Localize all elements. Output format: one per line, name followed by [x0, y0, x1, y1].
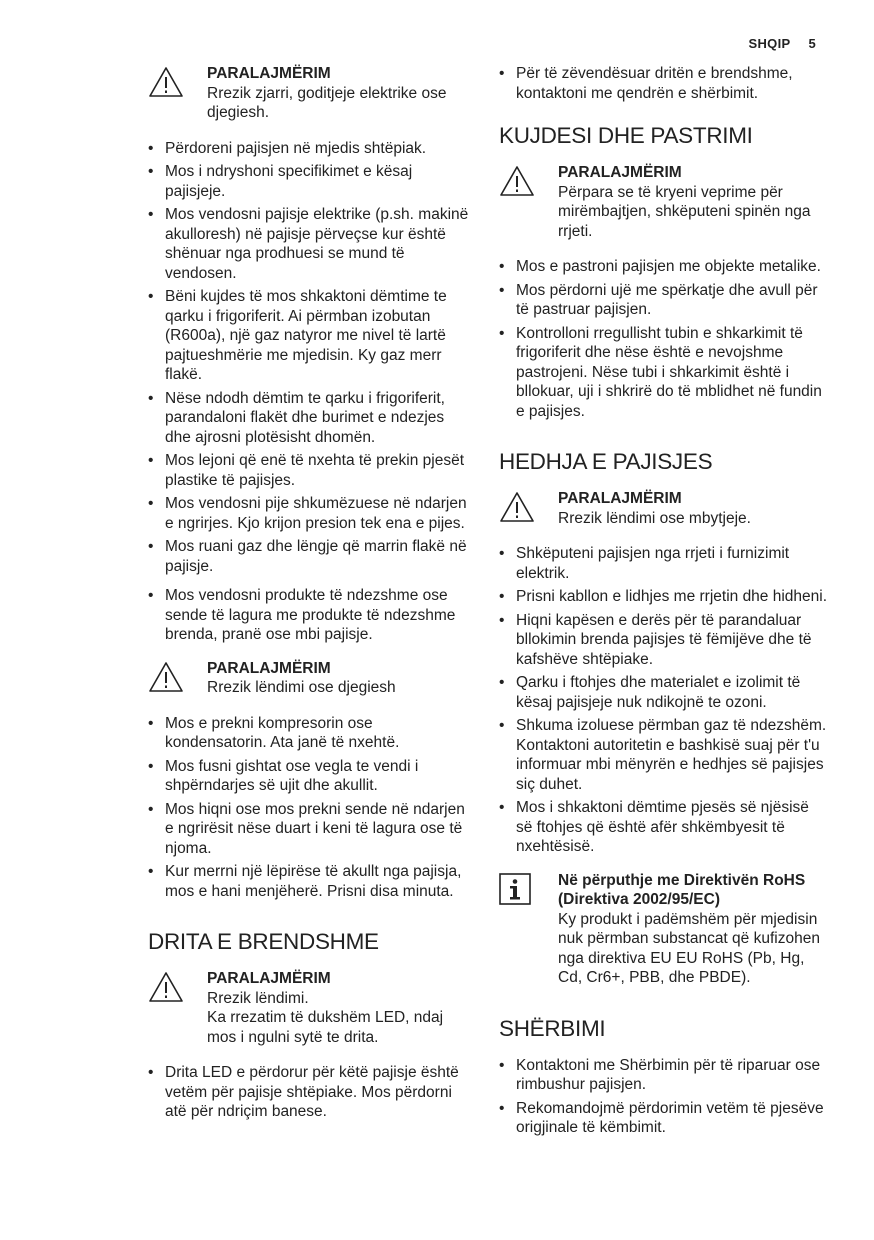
- right-column: [499, 64, 829, 1152]
- section-heading-care-cleaning: KUJDESI DHE PASTRIMI: [499, 123, 753, 148]
- list-item: • Mos përdorni ujë me spërkatje dhe avull për të pastruar pajisjen.: [499, 281, 829, 320]
- list-item: • Shkëputeni pajisjen nga rrjeti i furnizimit elektrik.: [499, 544, 829, 583]
- section-heading-disposal: HEDHJA E PAJISJES: [499, 449, 713, 474]
- page-header: [749, 36, 817, 51]
- list-item: • Drita LED e përdorur për këtë pajisje është vetëm për pajisje shtëpiake. Mos përdorni atë për ndriçim banese.: [148, 1063, 473, 1122]
- warning-triangle-icon: [148, 661, 184, 693]
- list-item: • Qarku i ftohjes dhe materialet e izolimit të kësaj pajisjeje nuk ndikojnë te ozoni.: [499, 673, 829, 712]
- info-icon: [499, 873, 531, 905]
- list-item: • Përdoreni pajisjen në mjedis shtëpiak.: [148, 139, 473, 159]
- warning-title: PARALAJMËRIM: [558, 164, 682, 181]
- section-heading-service: SHËRBIMI: [499, 1015, 606, 1041]
- info-text: Ky produkt i padëmshëm për mjedisin nuk përmban substancat që kufizohen nga direktiva EU EU RoHS (Pb, Hg, Cd, Cr6+, PBB, dhe PBDE).: [558, 910, 820, 986]
- list-item: • Mos i shkaktoni dëmtime pjesës së njësisë së ftohjes që është afër shkëmbyesit të nxehtësisë.: [499, 798, 829, 857]
- led-list: [148, 1063, 473, 1122]
- list-item: • Mos vendosni produkte të ndezshme ose sende të lagura me produkte të ndezshme brenda, pranë ose mbi pajisje.: [148, 586, 473, 645]
- section-label: SHQIP: [748, 36, 791, 51]
- warning-title: PARALAJMËRIM: [207, 970, 331, 987]
- list-item: • Kontrolloni rregullisht tubin e shkarkimit të frigoriferit dhe nëse është e nevojshme pastrojeni. Nëse tubi i shkarkimit është i bllokuar, uji i shkrirë do të mblidhet në fundin e pajisjes.: [499, 324, 829, 422]
- warning-led: [148, 969, 473, 1047]
- list-item: • Shkuma izoluese përmban gaz të ndezshëm. Kontaktoni autoritetin e bashkisë suaj për t'u informuar mbi mënyrën e hedhjes së pajisjes siç duhet.: [499, 716, 829, 794]
- list-item: • Mos i ndryshoni specifikimet e kësaj pajisjeje.: [148, 162, 473, 201]
- list-item: • Mos vendosni pije shkumëzuese në ndarjen e ngrirjes. Kjo krijon presion tek ena e pijes.: [148, 494, 473, 533]
- list-item: • Mos hiqni ose mos prekni sende në ndarjen e ngrirësit nëse duart i keni të lagura ose të njoma.: [148, 800, 473, 859]
- warning-fire: [148, 64, 473, 123]
- list-item: • Mos fusni gishtat ose vegla te vendi i shpërndarjes së ujit dhe akullit.: [148, 757, 473, 796]
- warning-title: PARALAJMËRIM: [207, 65, 331, 82]
- warning-title: PARALAJMËRIM: [558, 490, 682, 507]
- list-item: • Nëse ndodh dëmtim te qarku i frigoriferit, parandaloni flakët dhe burimet e ndezjes dhe ajrosni plotësisht dhomën.: [148, 389, 473, 448]
- rohs-info: [499, 871, 829, 988]
- list-item: • Mos e prekni kompresorin ose kondensatorin. Ata janë të nxehtë.: [148, 714, 473, 753]
- section-heading-internal-light: DRITA E BRENDSHME: [148, 929, 379, 954]
- light-replace-list: [499, 64, 829, 103]
- safety-list-compressor: [148, 714, 473, 902]
- warning-text: Rrezik zjarri, goditjeje elektrike ose djegiesh.: [207, 84, 447, 121]
- list-item: • Kur merrni një lëpirëse të akullt nga pajisja, mos e hani menjëherë. Prisni disa minuta.: [148, 862, 473, 901]
- warning-triangle-icon: [499, 165, 535, 197]
- warning-suffocation: [499, 489, 829, 528]
- warning-triangle-icon: [148, 971, 184, 1003]
- safety-list-general: [148, 139, 473, 645]
- left-column: [148, 64, 473, 1136]
- list-item: • Rekomandojmë përdorimin vetëm të pjesëve origjinale të këmbimit.: [499, 1099, 829, 1138]
- list-item: • Hiqni kapësen e derës për të parandaluar bllokimin brenda pajisjes të fëmijëve dhe të kafshëve shtëpiake.: [499, 611, 829, 670]
- warning-maintenance: [499, 163, 829, 241]
- info-title: Në përputhje me Direktivën RoHS (Direktiva 2002/95/EC): [558, 871, 806, 908]
- warning-triangle-icon: [499, 491, 535, 523]
- warning-text: Rrezik lëndimi. Ka rrezatim të dukshëm LED, ndaj mos i ngulni sytë te drita.: [207, 989, 444, 1046]
- page-number: 5: [808, 36, 816, 51]
- warning-injury-burn: [148, 659, 473, 698]
- list-item: • Kontaktoni me Shërbimin për të riparuar ose rimbushur pajisjen.: [499, 1056, 829, 1095]
- list-item: • Prisni kabllon e lidhjes me rrjetin dhe hidheni.: [499, 587, 829, 607]
- warning-text: Rrezik lëndimi ose mbytjeje.: [558, 509, 751, 527]
- list-item: • Mos lejoni që enë të nxehta të prekin pjesët plastike të pajisjes.: [148, 451, 473, 490]
- list-item: • Bëni kujdes të mos shkaktoni dëmtime te qarku i frigoriferit. Ai përmban izobutan (R600a), një gaz natyror me nivel të lartë pajtueshmërie me mjedisin. Ky gaz merr flakë.: [148, 287, 473, 385]
- disposal-list: [499, 544, 829, 857]
- list-item: • Mos vendosni pajisje elektrike (p.sh. makinë akulloresh) në pajisje përveçse kur është shënuar nga prodhuesi se mund të vendosen.: [148, 205, 473, 283]
- warning-triangle-icon: [148, 66, 184, 98]
- list-item: • Mos ruani gaz dhe lëngje që marrin flakë në pajisje.: [148, 537, 473, 576]
- warning-text: Rrezik lëndimi ose djegiesh: [207, 679, 396, 696]
- cleaning-list: [499, 257, 829, 421]
- list-item: • Për të zëvendësuar dritën e brendshme, kontaktoni me qendrën e shërbimit.: [499, 64, 829, 103]
- warning-text: Përpara se të kryeni veprime për mirëmbajtjen, shkëputeni spinën nga rrjeti.: [558, 183, 811, 240]
- warning-title: PARALAJMËRIM: [207, 659, 331, 677]
- service-list: [499, 1056, 829, 1138]
- list-item: • Mos e pastroni pajisjen me objekte metalike.: [499, 257, 829, 277]
